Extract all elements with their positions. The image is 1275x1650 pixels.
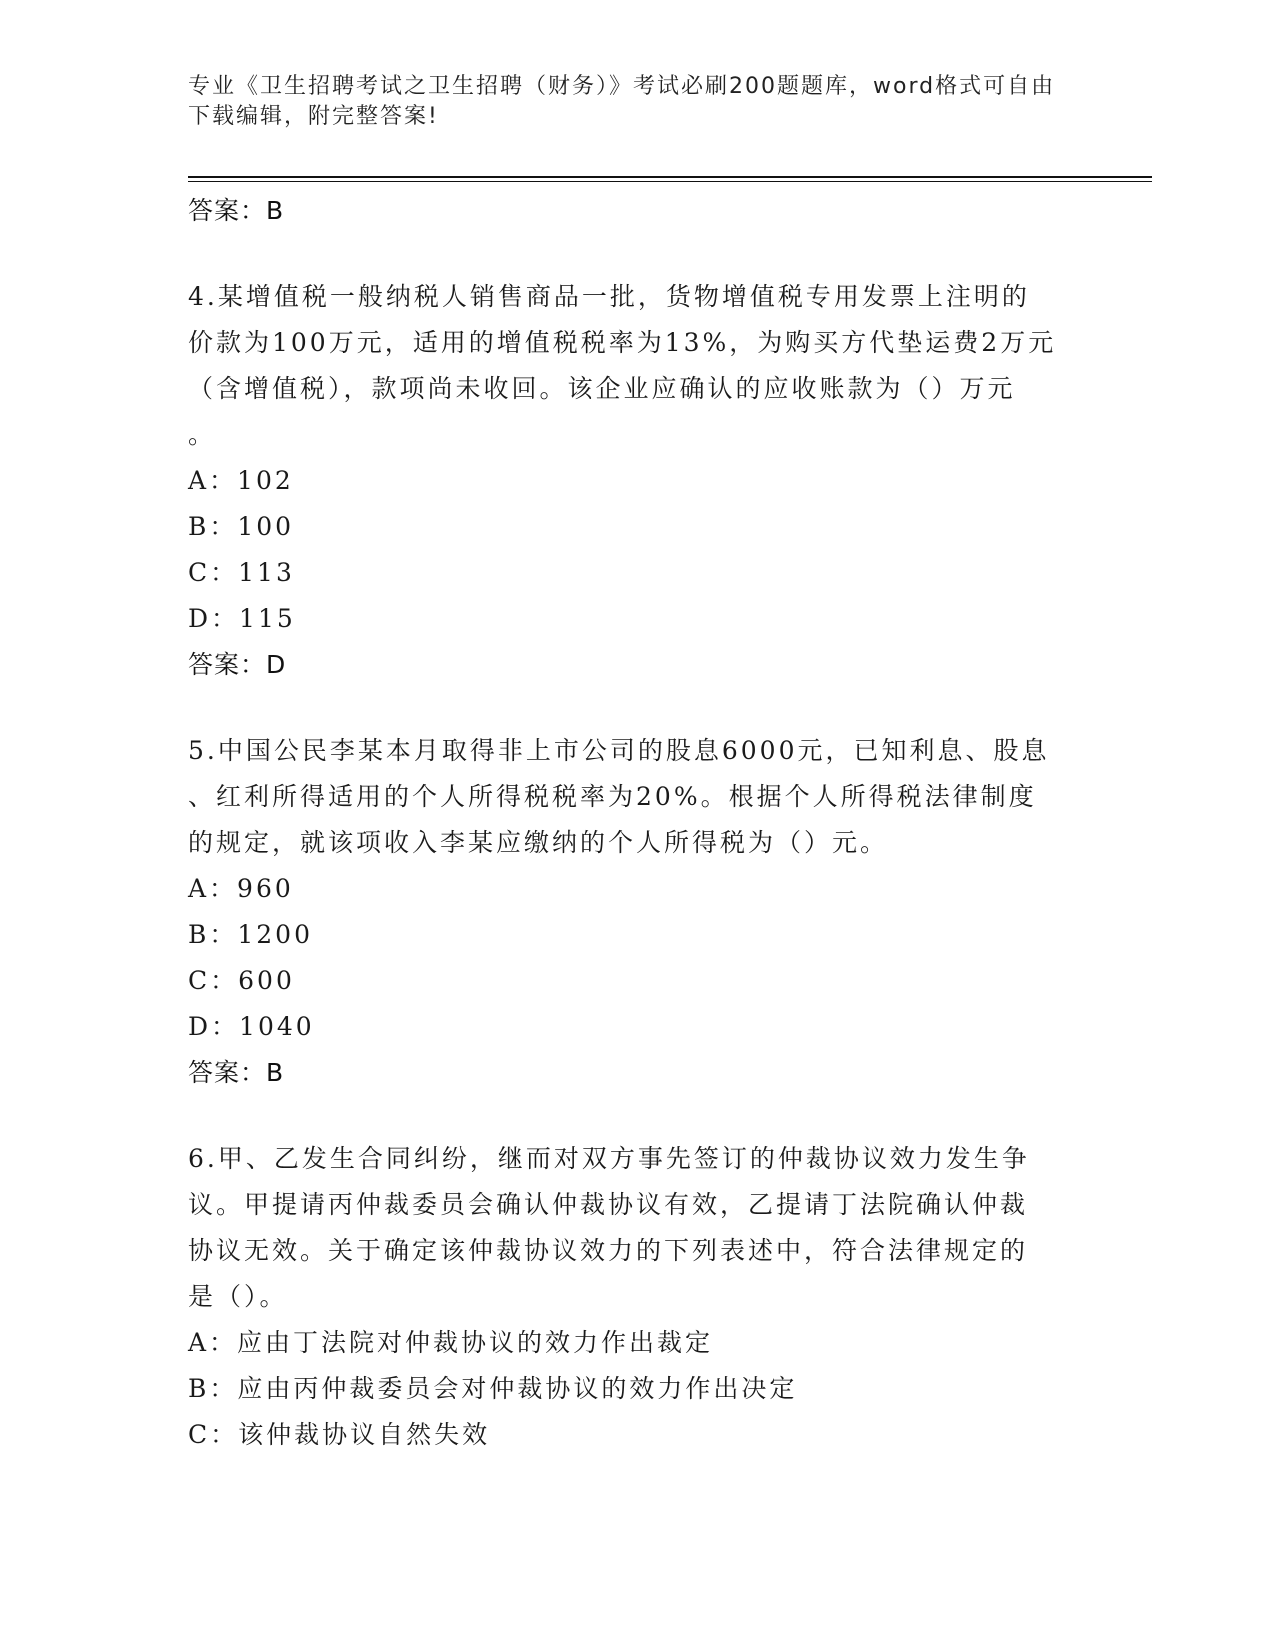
stem-line: 议。甲提请丙仲裁委员会确认仲裁协议有效，乙提请丁法院确认仲裁 xyxy=(188,1190,1029,1219)
stem-line: 的规定，就该项收入李某应缴纳的个人所得税为（）元。 xyxy=(188,828,889,857)
answer-line-q3: 答案：B xyxy=(188,196,285,225)
stem-line: 6.甲、乙发生合同纠纷，继而对双方事先签订的仲裁协议效力发生争 xyxy=(188,1144,1030,1173)
answer-line: 答案：B xyxy=(188,1058,285,1087)
header-divider-thin xyxy=(188,181,1152,182)
stem-line: 、红利所得适用的个人所得税税率为20%。根据个人所得税法律制度 xyxy=(188,782,1037,811)
spacer xyxy=(188,234,1088,274)
stem-line: 。 xyxy=(188,420,217,449)
stem-line: 5.中国公民李某本月取得非上市公司的股息6000元，已知利息、股息 xyxy=(188,736,1050,765)
option-a: A：应由丁法院对仲裁协议的效力作出裁定 xyxy=(188,1328,714,1357)
stem-line: （含增值税），款项尚未收回。该企业应确认的应收账款为（）万元 xyxy=(188,374,1016,403)
question-stem xyxy=(188,1136,1088,1320)
option-d: D：1040 xyxy=(188,1012,315,1041)
spacer xyxy=(188,688,1088,728)
page-header: 专业《卫生招聘考试之卫生招聘（财务）》考试必刷200题题库，word格式可自由下载编辑，附完整答案! xyxy=(188,74,1056,129)
option-c: C：113 xyxy=(188,558,295,587)
option-c: C：该仲裁协议自然失效 xyxy=(188,1420,491,1449)
question-4 xyxy=(188,274,1088,688)
stem-line: 协议无效。关于确定该仲裁协议效力的下列表述中，符合法律规定的 xyxy=(188,1236,1029,1265)
option-b: B：应由丙仲裁委员会对仲裁协议的效力作出决定 xyxy=(188,1374,798,1403)
stem-line: 价款为100万元，适用的增值税税率为13%，为购买方代垫运费2万元 xyxy=(188,328,1057,357)
header-divider-thick xyxy=(188,176,1152,178)
option-a: A：102 xyxy=(188,466,294,495)
answer-line: 答案：D xyxy=(188,650,287,679)
stem-line: 4.某增值税一般纳税人销售商品一批，货物增值税专用发票上注明的 xyxy=(188,282,1030,311)
question-6 xyxy=(188,1136,1088,1458)
option-a: A：960 xyxy=(188,874,294,903)
spacer xyxy=(188,1096,1088,1136)
question-stem xyxy=(188,728,1088,866)
question-5 xyxy=(188,728,1088,1096)
question-list xyxy=(188,188,1088,1458)
option-b: B：1200 xyxy=(188,920,313,949)
option-c: C：600 xyxy=(188,966,295,995)
option-b: B：100 xyxy=(188,512,295,541)
question-stem xyxy=(188,274,1088,458)
stem-line: 是（）。 xyxy=(188,1282,288,1311)
option-d: D：115 xyxy=(188,604,296,633)
